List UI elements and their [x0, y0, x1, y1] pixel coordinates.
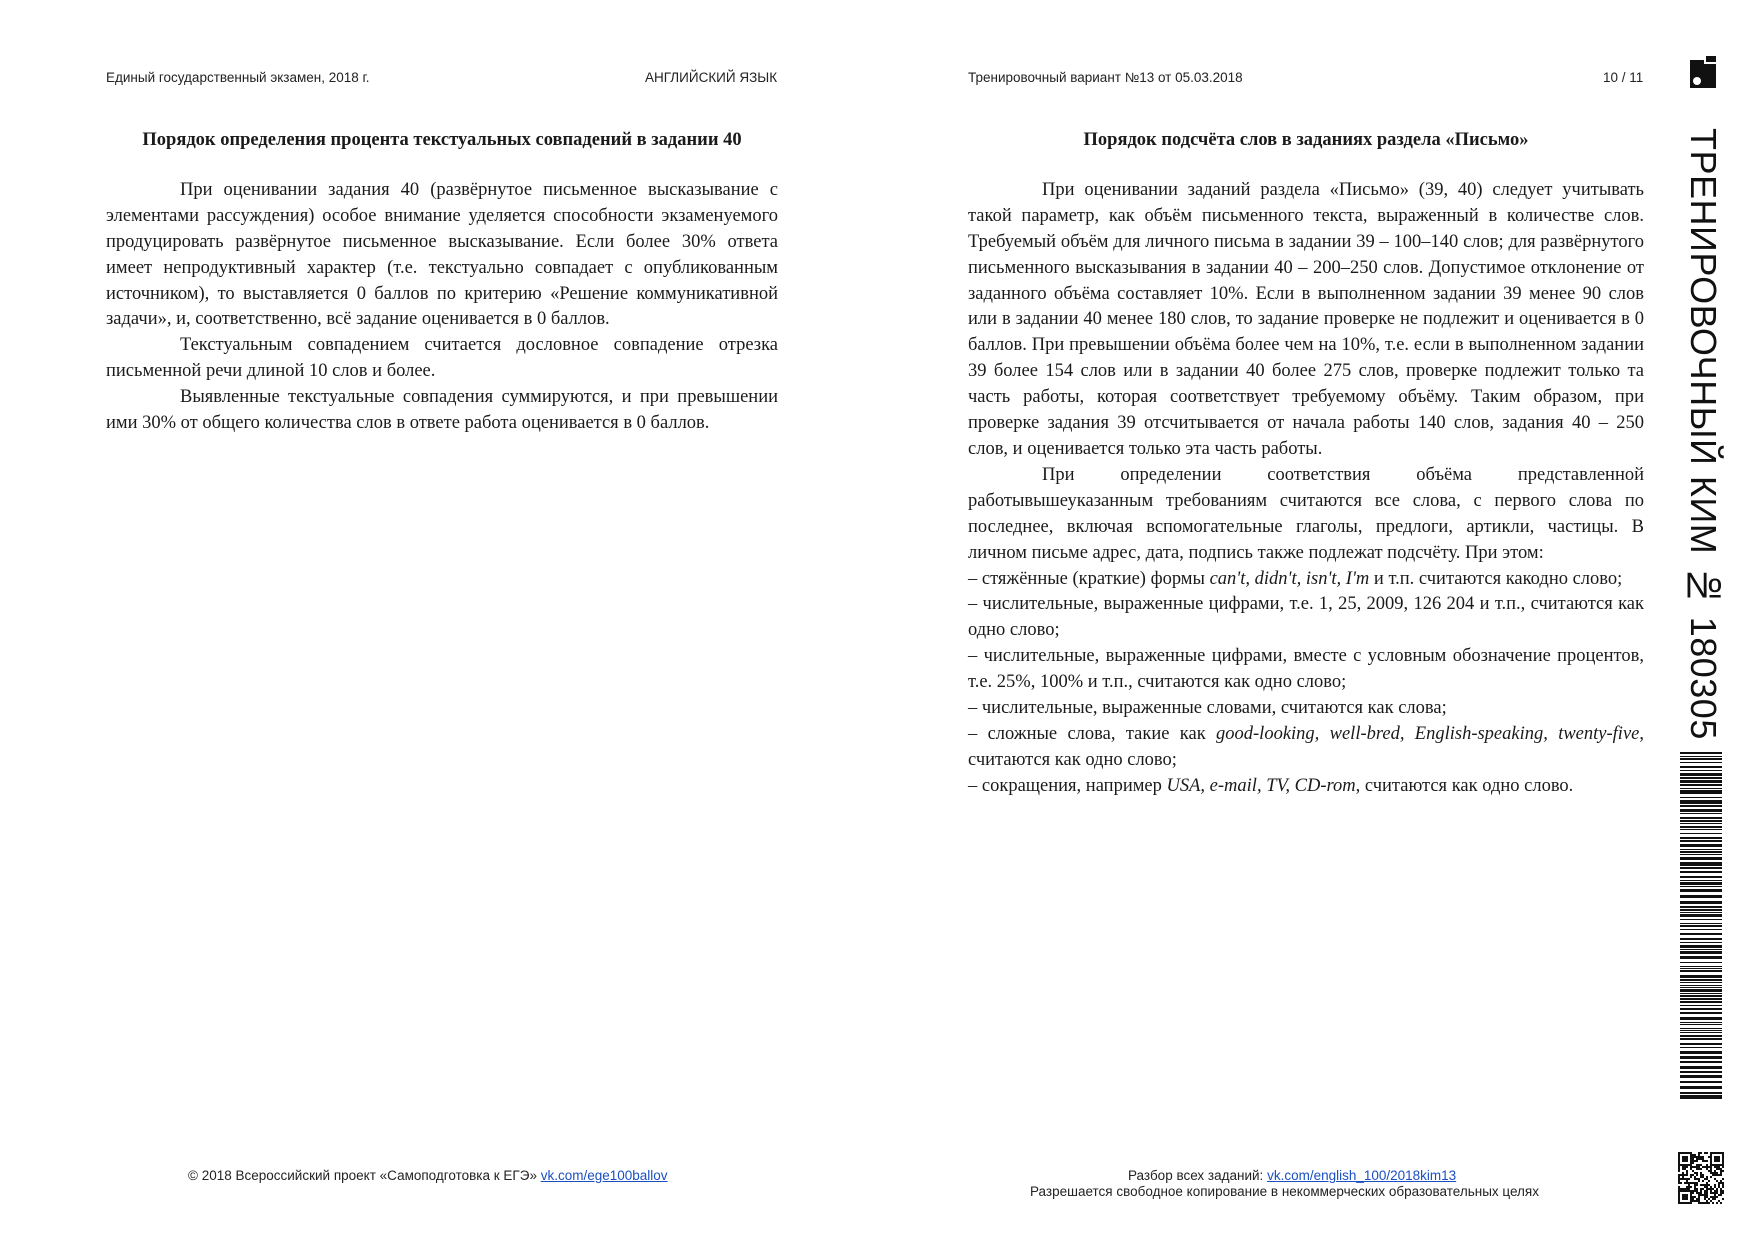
vertical-title: ТРЕНИРОВОЧНЫЙ КИМ № 180305: [1683, 128, 1724, 740]
rule-text: и т.п. считаются какодно слово;: [1369, 568, 1623, 589]
footer-analysis-text: Разбор всех заданий:: [1128, 1168, 1268, 1183]
rule-text: – сокращения, например: [968, 775, 1167, 796]
left-paragraph-3: Выявленные текстуальные совпадения суммируются, и при превышении ими 30% от общего количества слов в ответе работа оценивается в 0 баллов.: [106, 387, 778, 434]
footer-analysis-link[interactable]: vk.com/english_100/2018kim13: [1267, 1168, 1457, 1183]
rule-abbreviations: [968, 774, 1644, 800]
header-subject: АНГЛИЙСКИЙ ЯЗЫК: [645, 70, 778, 85]
barcode-icon: [1680, 752, 1722, 1100]
rule-numerals-words: – числительные, выраженные словами, считаются как слова;: [968, 698, 1447, 719]
left-column: [106, 128, 778, 437]
rule-text: – сложные слова, такие как: [968, 723, 1217, 744]
footer-right: [1128, 1168, 1456, 1183]
right-column: [968, 128, 1644, 800]
rule-numerals-percent: – числительные, выраженные цифрами, вместе с условным обозначение процентов, т.е. 25%, 100% и т.п., считаются как одно слово;: [968, 646, 1644, 693]
left-paragraph-2: Текстуальным совпадением считается дословное совпадение отрезка письменной речи длиной 10 слов и более.: [106, 335, 778, 382]
left-title: Порядок определения процента текстуальных совпадений в задании 40: [142, 130, 742, 150]
header-page-number: 10 / 11: [1603, 70, 1644, 85]
left-paragraph-1: При оценивании задания 40 (развёрнутое письменное высказывание с элементами рассуждения) особое внимание уделяется способности экзаменуемого продуцировать развёрнутое письменное высказывание. Если более 30% ответа имеет непродуктивный характер (т.е. текстуально совпадает с опубликованным источником), то выставляется 0 баллов по критерию «Решение коммуникативной задачи», и, соответственно, всё задание оценивается в 0 баллов.: [106, 179, 778, 330]
footer-left: [188, 1168, 668, 1183]
rule-compound-words: [968, 722, 1644, 774]
rule-text: , считаются как одно слово.: [1355, 775, 1574, 796]
footer-project-text: © 2018 Всероссийский проект «Самоподготовка к ЕГЭ»: [188, 1168, 541, 1183]
header-variant: Тренировочный вариант №13 от 05.03.2018: [968, 70, 1243, 85]
rule-contractions: [968, 567, 1644, 593]
rule-examples: can't, didn't, isn't, I'm: [1209, 568, 1370, 589]
footer-copy-note: Разрешается свободное копирование в некоммерческих образовательных целях: [1030, 1184, 1539, 1199]
footer-vk-link[interactable]: vk.com/ege100ballov: [540, 1168, 668, 1183]
rule-numerals-digits: – числительные, выраженные цифрами, т.е. 1, 25, 2009, 126 204 и т.п., считаются как одно слово;: [968, 594, 1644, 641]
right-paragraph-2: При определении соответствия объёма представленной работывышеуказанным требованиям считаются все слова, с первого слова по последнее, включая вспомогательные глаголы, предлоги, артикли, частицы. В личном письме адрес, дата, подпись также подлежат подсчёту. При этом:: [968, 464, 1644, 563]
right-title: Порядок подсчёта слов в заданиях раздела «Письмо»: [1083, 130, 1529, 150]
rule-examples: USA, e-mail, TV, CD-rom: [1166, 775, 1356, 796]
exam-logo-icon: [1690, 56, 1716, 88]
rule-examples: good-looking, well-bred, English-speaking, twenty-five: [1216, 723, 1640, 744]
rule-text: , считаются как одно слово;: [968, 723, 1644, 770]
header-exam: Единый государственный экзамен, 2018 г.: [106, 70, 370, 85]
rule-text: – стяжённые (краткие) формы: [968, 568, 1210, 589]
qr-code-icon: [1678, 1152, 1724, 1204]
right-paragraph-1: При оценивании заданий раздела «Письмо» (39, 40) следует учитывать такой параметр, как объём письменного текста, выраженный в количестве слов. Требуемый объём для личного письма в задании 39 – 100–140 слов; для развёрнутого письменного высказывания в задании 40 – 200–250 слов. Допустимое отклонение от заданного объёма составляет 10%. Если в выполненном задании 39 менее 90 слов или в задании 40 менее 180 слов, то задание проверке не подлежит и оценивается в 0 баллов. При превышении объёма более чем на 10%, т.е. если в выполненном задании 39 более 154 слов или в задании 40 более 275 слов, проверке подлежит только та часть работы, которая соответствует требуемому объёму. Таким образом, при проверке задания 39 отсчитывается от начала работы 140 слов, задания 40 – 250 слов, и оценивается только эта часть работы.: [968, 179, 1644, 459]
